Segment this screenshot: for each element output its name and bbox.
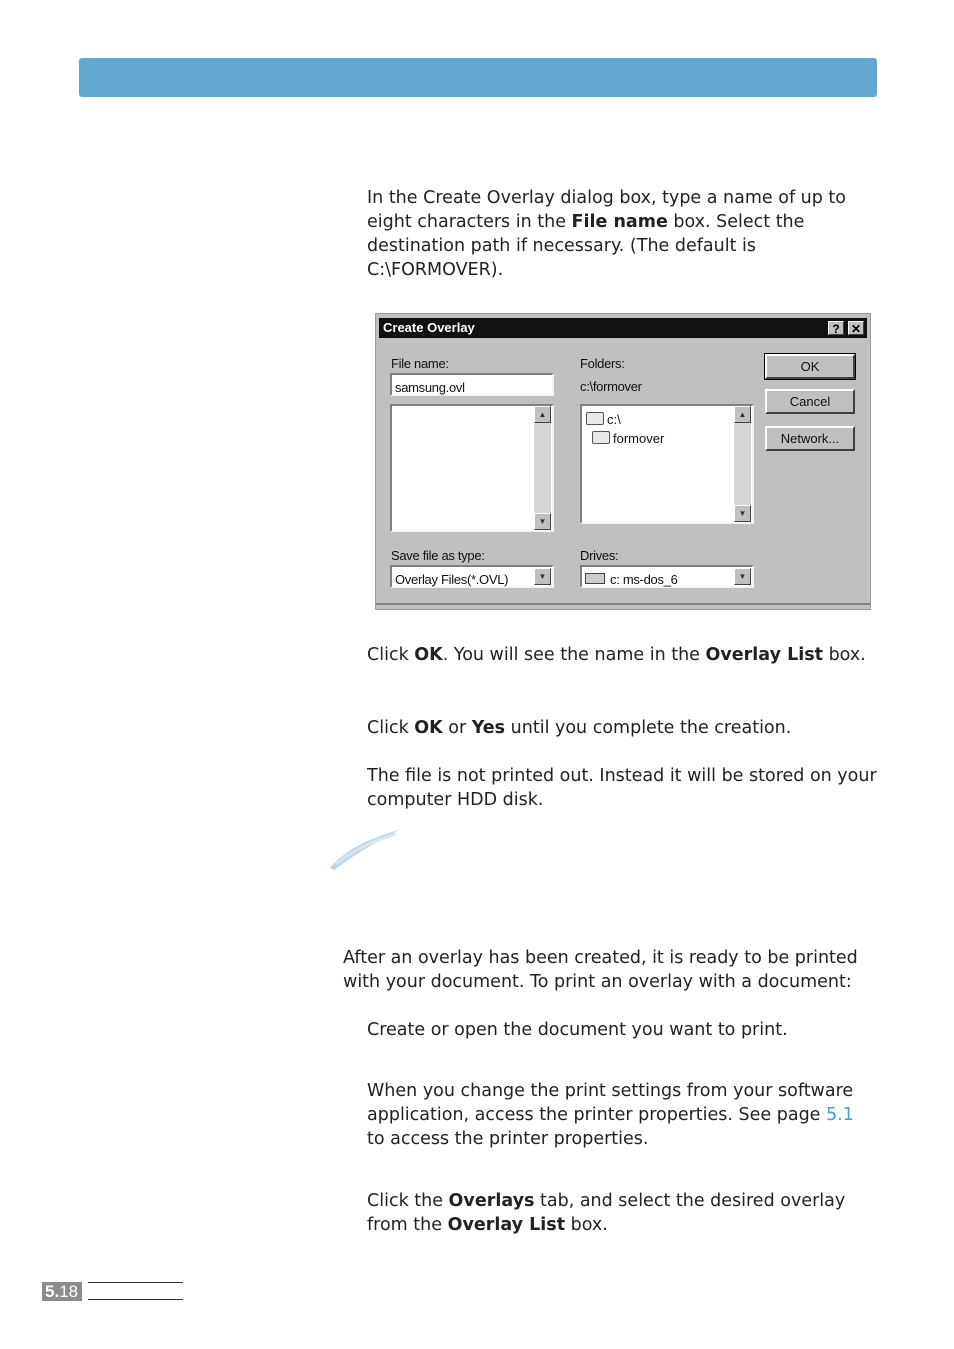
folder-tree-scrollbar[interactable] xyxy=(734,406,751,522)
note-brush-icon xyxy=(326,826,402,872)
save-type-label: Save file as type: xyxy=(391,548,485,563)
page-number: 5.18 xyxy=(42,1282,82,1301)
dialog-title: Create Overlay xyxy=(383,320,475,335)
help-button[interactable]: ? xyxy=(828,321,844,335)
footer-rule-bottom xyxy=(88,1299,183,1300)
scroll-up-icon[interactable]: ▲ xyxy=(734,406,751,423)
open-folder-icon xyxy=(592,431,610,444)
folders-label: Folders: xyxy=(580,356,625,371)
folder-item-formover[interactable]: formover xyxy=(592,427,664,451)
network-button[interactable]: Network... xyxy=(765,426,855,451)
file-list-scrollbar[interactable] xyxy=(534,406,551,530)
header-bar xyxy=(79,58,877,97)
file-name-input[interactable]: samsung.ovl xyxy=(390,373,554,396)
dialog-title-bar xyxy=(379,318,867,338)
open-folder-icon xyxy=(586,412,604,425)
chevron-down-icon[interactable]: ▼ xyxy=(734,568,751,585)
intro-text: After an overlay has been created, it is ready to be printed with your document. To print an overlay with a document: xyxy=(343,948,858,992)
drives-label: Drives: xyxy=(580,548,619,563)
step2-text: Click OK. You will see the name in the Overlay List box. xyxy=(367,645,866,665)
scroll-up-icon[interactable]: ▲ xyxy=(534,406,551,423)
step1-text: In the Create Overlay dialog box, type a name of up to eight characters in the File name box. Select the destination path if necessary. (The default is C:\FORMOVER). xyxy=(367,188,846,280)
file-list[interactable] xyxy=(390,404,554,532)
folder-tree[interactable] xyxy=(580,404,754,524)
note-text: The file is not printed out. Instead it will be stored on your computer HDD disk. xyxy=(367,766,877,810)
close-button[interactable]: ✕ xyxy=(848,321,864,335)
footer-rule-top xyxy=(88,1282,183,1283)
folder-item-root[interactable]: c:\ xyxy=(586,408,621,432)
cancel-button[interactable]: Cancel xyxy=(765,389,855,414)
step5-text: When you change the print settings from your software application, access the printer properties. See page 5.1 to access the printer properties. xyxy=(367,1081,854,1149)
scroll-down-icon[interactable]: ▼ xyxy=(734,505,751,522)
save-type-select[interactable]: Overlay Files(*.OVL) ▼ xyxy=(390,565,554,588)
ok-button[interactable]: OK xyxy=(765,354,855,379)
create-overlay-dialog xyxy=(375,313,871,610)
step3-text: Click OK or Yes until you complete the creation. xyxy=(367,718,792,738)
page-link[interactable]: 5.1 xyxy=(826,1105,854,1125)
file-name-label: File name: xyxy=(391,356,449,371)
step4-text: Create or open the document you want to print. xyxy=(367,1020,788,1040)
drives-select[interactable]: c: ms-dos_6 ▼ xyxy=(580,565,754,588)
dialog-bottom-border xyxy=(376,603,870,605)
chevron-down-icon[interactable]: ▼ xyxy=(534,568,551,585)
folders-path: c:\formover xyxy=(580,379,642,394)
drive-icon xyxy=(585,573,605,584)
step6-text: Click the Overlays tab, and select the desired overlay from the Overlay List box. xyxy=(367,1191,846,1235)
scroll-down-icon[interactable]: ▼ xyxy=(534,513,551,530)
